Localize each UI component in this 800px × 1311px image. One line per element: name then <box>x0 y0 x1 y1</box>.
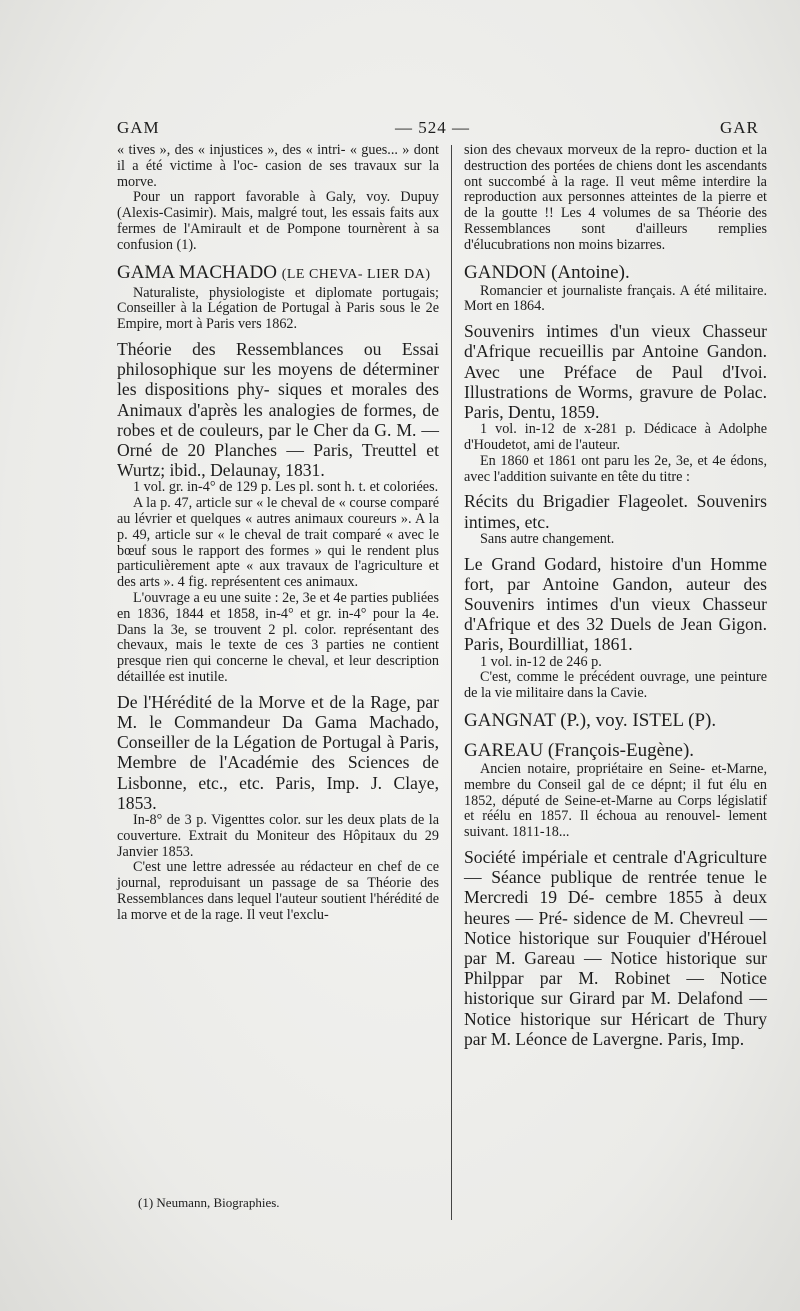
work-note: In-8° de 3 p. Vigenttes color. sur les deux plats de la couverture. Extrait du Moniteur des Hôpitaux du 29 Janvier 1853. <box>117 811 439 860</box>
work-title: Récits du Brigadier Flageolet. Souvenirs intimes, etc. <box>464 491 767 532</box>
work-note: C'est, comme le précédent ouvrage, une peinture de la vie militaire dans la Cavie. <box>464 669 767 702</box>
work-title: Théorie des Ressemblances ou Essai philosophique sur les moyens de déterminer les dispositions phy- siques et morales des Animaux d'après les analogies de formes, de robes et de couleurs, par le Cher da G. M. — Orné de 20 Planches — Paris, Treuttel et Wurtz; ibid., Delaunay, 1831. <box>117 338 439 481</box>
work-title: De l'Hérédité de la Morve et de la Rage, par M. le Commandeur Da Gama Machado, Conseiller de la Légation de Portugal à Paris, Membre de l'Académie des Sciences de Lisbonne, etc., etc. Paris, Imp. J. Claye, 1853. <box>117 691 439 813</box>
paragraph: « tives », des « injustices », des « intri- « gues... » dont il a été victime à l'oc- casion de ses travaux sur la morve. <box>117 142 439 190</box>
entry-heading <box>117 262 439 286</box>
entry-title: (LE CHEVA- LIER DA) <box>281 266 431 282</box>
entry-bio: Ancien notaire, propriétaire en Seine- et-Marne, membre du Conseil gal de ce dépnt; il fut élu en 1852, député de Seine-et-Marne au Corps législatif et réélu en 1857. Il échoua au renouvel- lement suivant. 1811-18... <box>464 760 767 841</box>
paragraph: Pour un rapport favorable à Galy, voy. Dupuy (Alexis-Casimir). Mais, malgré tout, les essais faits aux fermes de l'Amirault et de Pompone tournèrent à sa confusion (1). <box>117 189 439 253</box>
entry-bio: Naturaliste, physiologiste et diplomate portugais; Conseiller à la Légation de Portugal à Paris sous le 2e Empire, mort à Paris vers 1862. <box>117 284 439 333</box>
entry-name: GAMA MACHADO <box>117 261 277 283</box>
entry-bio: Romancier et journaliste français. A été militaire. Mort en 1864. <box>464 282 767 315</box>
work-note: C'est une lettre adressée au rédacteur en chef de ce journal, reproduisant un passage de sa Théorie des Ressemblances dans lequel l'auteur soutient l'hérédité de la morve et de la rage. Il veut l'exclu- <box>117 859 439 923</box>
work-note: L'ouvrage a eu une suite : 2e, 3e et 4e parties publiées en 1836, 1844 et 1858, in-4° et gr. in-4° pour la 4e. Dans la 3e, se trouvent 2 pl. color. représentant des chevaux, mais le texte de ces 3 parties ne contient presque rien qui concerne le cheval, et leur description détaillée est inutile. <box>117 589 439 685</box>
running-head-left: GAM <box>117 118 160 137</box>
paragraph: sion des chevaux morveux de la repro- duction et la destruction des portées de chiens dont les ascendants ont succombé à la rage. Il veut même interdire la reproduction aux personnes atteintes de la pierre et de la goutte !! Les 4 volumes de sa Théorie des Ressemblances sont d'ailleurs remplies d'élucubrations non moins bizarres. <box>464 142 767 253</box>
footnote: (1) Neumann, Biographies. <box>138 1195 280 1210</box>
work-title: Le Grand Godard, histoire d'un Homme fort, par Antoine Gandon, auteur des Souvenirs intimes d'un vieux Chasseur d'Afrique et des 32 Duels de Jean Gigon. Paris, Bourdilliat, 1861. <box>464 553 767 655</box>
work-note: 1 vol. in-12 de 246 p. <box>480 653 602 670</box>
work-title: Société impériale et centrale d'Agriculture — Séance publique de rentrée tenue le Mercredi 19 Dé- cembre 1855 à deux heures — Pré- sidence de M. Chevreul — Notice historique sur Fouquier d'Hérouel par M. Gareau — Notice historique sur Philppar par M. Robinet — Notice historique sur Girard par M. Delafond — Notice historique sur Héricart de Thury par M. Léonce de Lavergne. Paris, Imp. <box>464 846 767 1049</box>
work-note: A la p. 47, article sur « le cheval de « course comparé au lévrier et quelques « autres animaux coureurs ». A la p. 49, article sur « le cheval de trait comparé « avec le bœuf sous le rapport des formes » qui le rendent plus particulièrement apte « aux travaux de l'agriculture et des arts ». 4 fig. représentent ces animaux. <box>117 495 439 591</box>
work-title: Souvenirs intimes d'un vieux Chasseur d'Afrique recueillis par Antoine Gandon. Avec une Préface de Paul d'Ivoi. Illustrations de Worms, gravure de Polac. Paris, Dentu, 1859. <box>464 321 767 422</box>
cross-reference: GANGNAT (P.), voy. ISTEL (P). <box>464 709 717 731</box>
left-column <box>117 143 439 924</box>
work-note: En 1860 et 1861 ont paru les 2e, 3e, et 4e édons, avec l'addition suivante en tête du titre : <box>464 452 767 485</box>
work-note: 1 vol. gr. in-4° de 129 p. Les pl. sont h. t. et coloriées. <box>133 479 439 496</box>
work-note: 1 vol. in-12 de x-281 p. Dédicace à Adolphe d'Houdetot, ami de l'auteur. <box>464 421 767 453</box>
column-rule <box>451 145 452 1220</box>
entry-heading: GANDON (Antoine). <box>464 261 630 283</box>
entry-heading: GAREAU (François-Eugène). <box>464 739 695 761</box>
page-number: — 524 — <box>395 118 470 137</box>
work-note: Sans autre changement. <box>480 530 615 547</box>
running-head-right: GAR <box>720 118 759 137</box>
right-column <box>464 143 767 1049</box>
